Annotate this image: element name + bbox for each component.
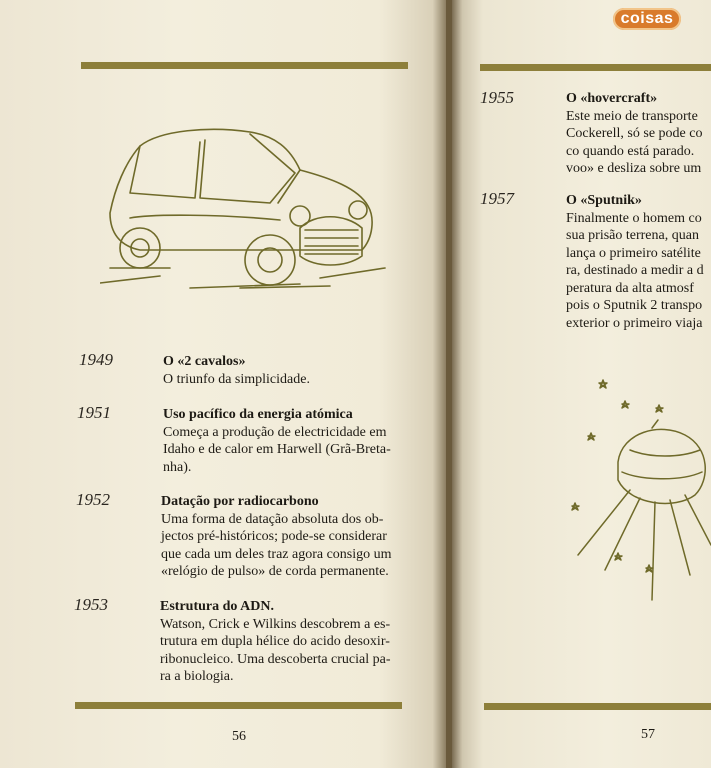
entry-line: Idaho e de calor em Harwell (Grã-Breta-: [163, 442, 391, 457]
entry-line: Watson, Crick e Wilkins descobrem a es-: [160, 616, 391, 632]
entry-line: que cada um deles traz agora consigo um: [161, 546, 392, 562]
entry-line: nha).: [163, 459, 192, 475]
entry-year-1955: 1955: [480, 88, 514, 107]
entry-1953: [160, 598, 405, 686]
entry-line: Uma forma de datação absoluta dos ob-: [161, 511, 384, 527]
entry-line: Começa a produção de electricidade em: [163, 424, 387, 440]
entry-line: jectos pré-históricos; pode-se considerar: [161, 529, 387, 544]
entry-title: Estrutura do ADN.: [160, 599, 274, 614]
entry-title: Datação por radiocarbono: [161, 494, 319, 509]
entry-line: lança o primeiro satélite: [566, 245, 701, 261]
watermark-logo: coisas: [613, 8, 681, 30]
entry-line: ra a biologia.: [160, 669, 234, 684]
entry-1952: [161, 493, 406, 581]
entry-year-1953: 1953: [74, 595, 108, 614]
page-number-right: 57: [641, 727, 655, 742]
entry-line: trutura em dupla hélice do acido desoxir-: [160, 634, 390, 649]
bottom-rule-right: [484, 703, 711, 710]
entry-year-1951: 1951: [77, 403, 111, 422]
entry-year-1949: 1949: [79, 350, 113, 369]
sputnik-illustration: [560, 360, 711, 630]
entry-1955: [566, 90, 711, 180]
entry-title: Uso pacífico da energia atómica: [163, 407, 353, 422]
entry-line: pois o Sputnik 2 transpo: [566, 298, 703, 313]
entry-line: exterior o primeiro viaja: [566, 315, 703, 331]
page-number-left: 56: [232, 729, 246, 744]
bottom-rule-left: [75, 702, 402, 709]
entry-line: ribonucleico. Uma descoberta crucial pa-: [160, 651, 391, 667]
entry-line: co quando está parado.: [566, 143, 695, 159]
top-rule-right: [480, 64, 711, 71]
entry-line: Cockerell, só se pode co: [566, 126, 703, 141]
entry-line: O triunfo da simplicidade.: [163, 371, 310, 387]
car-illustration: [100, 118, 390, 293]
entry-line: «relógio de pulso» de corda permanente.: [161, 564, 389, 579]
entry-year-1952: 1952: [76, 490, 110, 509]
entry-1949: [163, 353, 408, 388]
entry-line: peratura da alta atmosf: [566, 280, 694, 296]
entry-line: Finalmente o homem co: [566, 210, 702, 226]
entry-line: sua prisão terrena, quan: [566, 228, 699, 243]
entry-1951: [163, 406, 408, 476]
entry-title: O «2 cavalos»: [163, 354, 246, 369]
entry-title: O «hovercraft»: [566, 91, 658, 106]
entry-year-1957: 1957: [480, 189, 514, 208]
entry-1957: [566, 192, 711, 337]
entry-line: ra, destinado a medir a d: [566, 263, 704, 278]
entry-line: Este meio de transporte: [566, 108, 698, 124]
entry-line: voo» e desliza sobre um: [566, 161, 702, 176]
entry-title: O «Sputnik»: [566, 193, 642, 208]
top-rule-left: [81, 62, 408, 69]
